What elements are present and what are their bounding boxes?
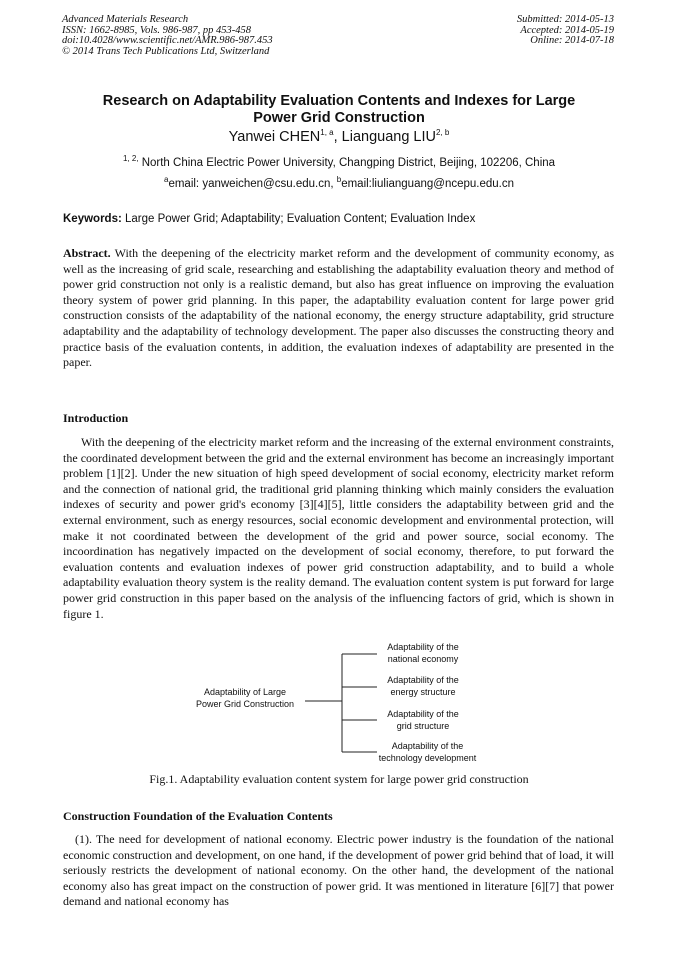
- figure-node-technology-development: [365, 741, 490, 764]
- submission-dates: [517, 15, 614, 47]
- figure-1: [180, 640, 500, 765]
- online-date: Online: 2014-07-18: [530, 35, 614, 46]
- introduction-text: With the deepening of the electricity market reform and the increasing of the external environment constraints, the coordinated development between the grid and the external environment has become an increasingly important problem [1][2]. Under the new situation of high speed development of social economy, electricity market reform and the connection of national grid, the traditional grid planning thinking which mainly considers the evaluation indexes of security and power grid's economy [3][4][5], little considers the adaptability between grid and the external environment, such as energy resources, social economic development and environmental protection, will make it not coordinated between the development of the grid and power source, social economy. The incoordination has negatively impacted on the development of social economy, therefore, to put forward the evaluation contents and evaluation indexes of power grid construction adaptability, and to build a whole adaptability evaluation theory system is the reality demand. The evaluation content system is put forward for large power grid construction in this paper based on the analysis of the influencing factors of grid, which is shown in figure 1.: [63, 435, 614, 621]
- author-2-name: Lianguang LIU: [341, 129, 436, 145]
- node-4-line-2: technology development: [378, 752, 477, 763]
- keywords: [63, 212, 615, 226]
- node-4-line-1: Adaptability of the: [391, 741, 464, 751]
- abstract-text: With the deepening of the electricity market reform and the development of community economy, as well as the increasing of grid scale, researching and establishing the adaptability evaluation theory and method of power grid construction not only is a realistic demand, but also has great influence on improving the evaluation theory system of power grid planning. In this paper, the adaptability evaluation content for large power grid construction consists of the adaptability of the national economy, the energy structure adaptability, grid structure adaptability and the adaptability of technology development. The paper also discusses the constructing theory and practice basis of the evaluation contents, in addition, the evaluation indexes of adaptability are presented in the paper.: [63, 246, 614, 370]
- journal-issn: ISSN: 1662-8985, Vols. 986-987, pp 453-458: [62, 24, 251, 36]
- node-3-line-2: grid structure: [396, 720, 450, 731]
- introduction-heading: Introduction: [63, 411, 129, 425]
- author-list: [40, 128, 638, 146]
- figure-root-node: [180, 686, 310, 710]
- author-separator: ,: [333, 129, 342, 145]
- email-b-text: email:liulianguang@ncepu.edu.cn: [341, 178, 514, 190]
- node-2-line-1: Adaptability of the: [387, 675, 459, 685]
- figure-1-caption: Fig.1. Adaptability evaluation content system for large power grid construction: [149, 772, 529, 786]
- figure-node-energy-structure: [373, 675, 473, 698]
- author-1-name: Yanwei CHEN: [228, 129, 321, 145]
- construction-text: (1). The need for development of national economy. Electric power industry is the foundation of the national economic construction and development, on one hand, if the development of power grid behind that of load, it will seriously restricts the development of national economy. On the other hand, the development of the national economy also has great impact on the construction of power grid. It was mentioned in literature [6][7] that power demand and national economy has: [63, 832, 614, 909]
- paper-title: [40, 93, 638, 127]
- abstract-label: Abstract.: [63, 246, 111, 260]
- construction-heading: Construction Foundation of the Evaluation Contents: [63, 809, 333, 823]
- abstract: [63, 246, 614, 371]
- node-3-line-1: Adaptability of the: [387, 709, 459, 719]
- figure-node-national-economy: [373, 642, 473, 665]
- author-2-sup: 2, b: [436, 128, 450, 138]
- journal-doi: doi:10.4028/www.scientific.net/AMR.986-987.453: [62, 35, 273, 46]
- root-line-2: Power Grid Construction: [195, 699, 295, 709]
- submitted-date: Submitted: 2014-05-13: [516, 14, 614, 25]
- title-line-1: Research on Adaptability Evaluation Contents and Indexes for Large: [102, 93, 576, 109]
- keywords-label: Keywords:: [63, 213, 122, 225]
- author-emails: [40, 177, 638, 191]
- node-1-line-2: national economy: [387, 653, 459, 664]
- node-2-line-2: energy structure: [390, 686, 456, 697]
- node-1-line-1: Adaptability of the: [387, 642, 459, 652]
- journal-copyright: © 2014 Trans Tech Publications Ltd, Switzerland: [62, 45, 270, 57]
- figure-node-grid-structure: [373, 709, 473, 732]
- title-line-2: Power Grid Construction: [253, 110, 425, 126]
- affiliation-text: North China Electric Power University, Changping District, Beijing, 102206, China: [138, 157, 556, 169]
- email-b-sup: b: [336, 175, 342, 185]
- keywords-text: Large Power Grid; Adaptability; Evaluation Content; Evaluation Index: [121, 213, 476, 225]
- author-1-sup: 1, a: [320, 128, 334, 138]
- accepted-date: Accepted: 2014-05-19: [520, 24, 614, 36]
- journal-info: [62, 15, 273, 57]
- affiliation: [40, 156, 638, 170]
- root-line-1: Adaptability of Large: [203, 687, 287, 697]
- journal-name: Advanced Materials Research: [62, 14, 189, 25]
- email-a-sup: a: [164, 175, 169, 185]
- email-a-text: email: yanweichen@csu.edu.cn,: [168, 178, 337, 190]
- affiliation-sup: 1, 2,: [122, 154, 139, 164]
